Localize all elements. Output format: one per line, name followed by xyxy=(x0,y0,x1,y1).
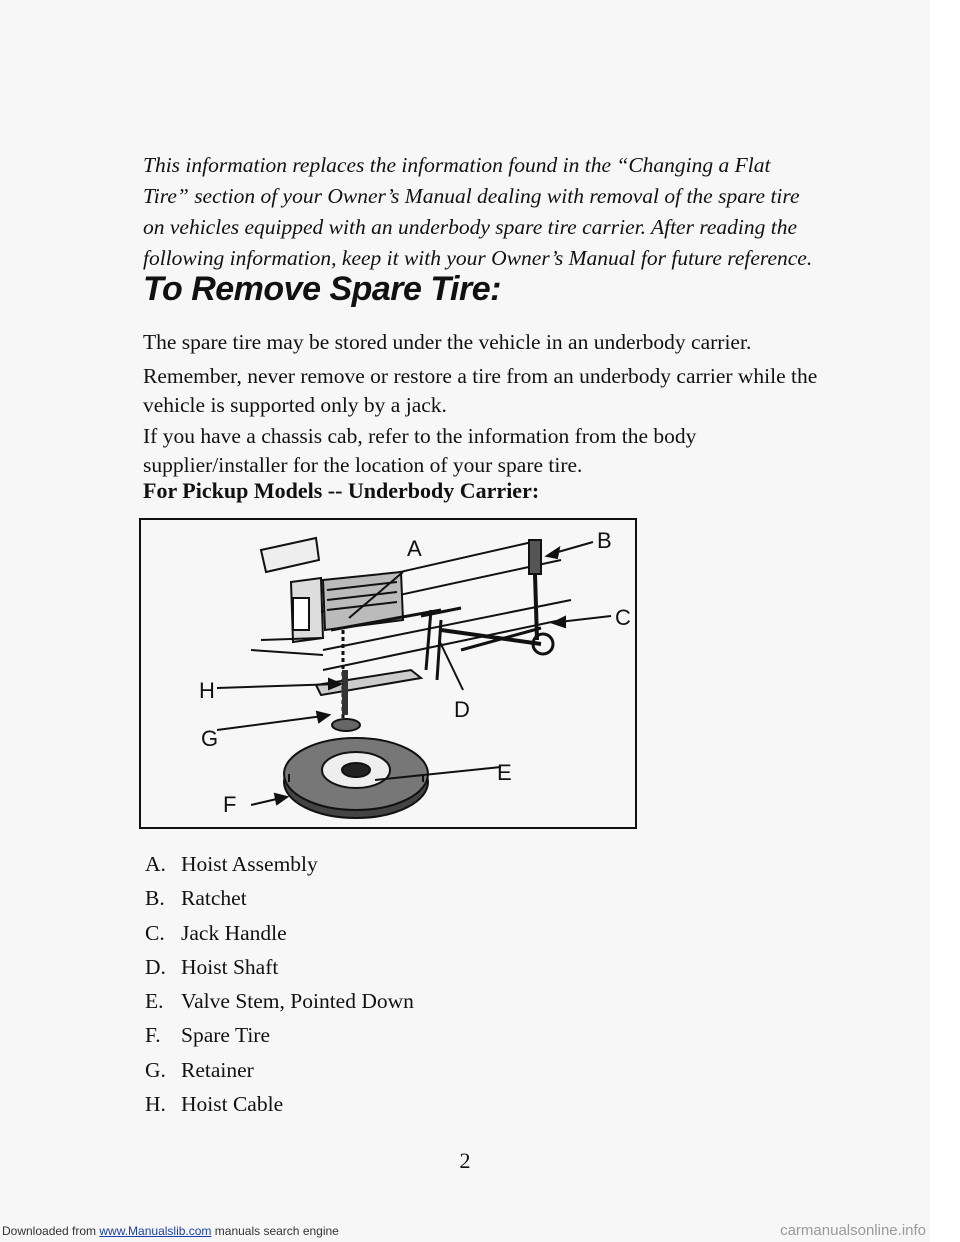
legend-letter: H. xyxy=(145,1092,166,1117)
legend-item xyxy=(145,1092,414,1126)
parts-legend xyxy=(145,852,414,1126)
watermark: carmanualsonline.info xyxy=(780,1222,926,1239)
legend-letter: G. xyxy=(145,1057,166,1082)
carrier-diagram xyxy=(141,520,635,827)
page-margin-strip xyxy=(930,0,960,1242)
legend-item xyxy=(145,1023,414,1057)
manualslib-link[interactable]: www.Manualslib.com xyxy=(99,1224,212,1238)
intro-line: on vehicles equipped with an underbody spare tire carrier. After reading the xyxy=(143,215,798,239)
legend-letter: B. xyxy=(145,886,165,911)
legend-text: Jack Handle xyxy=(181,920,287,945)
legend-text: Ratchet xyxy=(181,886,247,911)
underbody-carrier-illustration xyxy=(139,518,637,829)
intro-line: This information replaces the information found in the “Changing a Flat xyxy=(143,153,771,177)
footer-prefix: Downloaded from xyxy=(2,1224,100,1238)
footer-attribution xyxy=(2,1224,339,1238)
ratchet-drawing xyxy=(441,540,553,654)
callout-label-c: C xyxy=(615,605,631,630)
legend-item xyxy=(145,852,414,886)
paragraph-warning xyxy=(143,362,843,420)
legend-text: Valve Stem, Pointed Down xyxy=(181,989,414,1014)
spare-tire-drawing xyxy=(284,738,428,818)
legend-letter: A. xyxy=(145,852,166,876)
legend-item xyxy=(145,955,414,989)
legend-text: Spare Tire xyxy=(181,1023,270,1048)
callout-label-b: B xyxy=(597,528,612,553)
callout-label-f: F xyxy=(223,792,237,817)
download-footer xyxy=(0,1222,930,1242)
callout-label-e: E xyxy=(497,760,512,785)
callout-label-a: A xyxy=(407,536,422,561)
callout-label-h: H xyxy=(199,678,215,703)
intro-note xyxy=(143,150,843,274)
retainer-drawing xyxy=(332,719,360,731)
subsection-heading: For Pickup Models -- Underbody Carrier: xyxy=(143,478,540,503)
paragraph-line: supplier/installer for the location of your spare tire. xyxy=(143,453,583,477)
legend-letter: D. xyxy=(145,954,166,979)
legend-letter: C. xyxy=(145,920,165,945)
paragraph-line: vehicle is supported only by a jack. xyxy=(143,393,447,417)
footer-suffix: manuals search engine xyxy=(211,1224,339,1238)
paragraph-line: The spare tire may be stored under the vehicle in an underbody carrier. xyxy=(143,330,752,354)
callout-label-d: D xyxy=(454,697,470,722)
legend-item xyxy=(145,989,414,1023)
legend-text: Hoist Cable xyxy=(181,1092,284,1117)
legend-letter: E. xyxy=(145,989,164,1014)
intro-line: following information, keep it with your Owner’s Manual for future reference. xyxy=(143,246,813,270)
paragraph-line: Remember, never remove or restore a tire from an underbody carrier while the xyxy=(143,364,818,388)
legend-item xyxy=(145,1058,414,1092)
page-number: 2 xyxy=(459,1148,471,1173)
legend-item xyxy=(145,886,414,920)
legend-text: Retainer xyxy=(181,1057,254,1082)
legend-letter: F. xyxy=(145,1023,161,1048)
paragraph-line: If you have a chassis cab, refer to the information from the body xyxy=(143,424,697,448)
legend-text: Hoist Assembly xyxy=(181,852,318,876)
callout-label-g: G xyxy=(201,726,219,751)
section-heading: To Remove Spare Tire: xyxy=(143,270,501,308)
legend-text: Hoist Shaft xyxy=(181,954,279,979)
legend-item xyxy=(145,921,414,955)
paragraph-chassis-cab xyxy=(143,422,843,480)
intro-line: Tire” section of your Owner’s Manual dealing with removal of the spare tire xyxy=(143,184,800,208)
paragraph-storage xyxy=(143,328,843,357)
